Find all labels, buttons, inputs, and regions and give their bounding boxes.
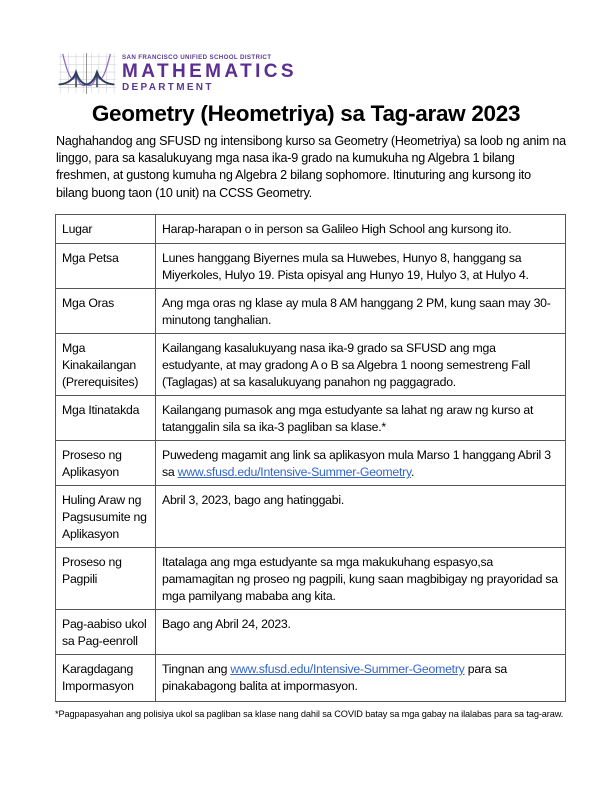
page-title: Geometry (Heometriya) sa Tag-araw 2023 — [91, 101, 521, 126]
row-value: Kailangang kasalukuyang nasa ika-9 grado sa SFUSD ang mga estudyante, at may gradong A o B sa Algebra 1 noong semestreng Fall (Taglagas) at sa kasalukuyang panahon ng paggagrado. — [156, 334, 566, 396]
row-label: Mga Kinakailangan (Prerequisites) — [56, 334, 156, 396]
sfusd-math-logo — [57, 50, 297, 96]
row-value: Harap-harapan o in person sa Galileo High School ang kursong ito. — [156, 215, 566, 244]
row-label: Proseso ng Pagpili — [56, 548, 156, 610]
row-label: Karagdagang Impormasyon — [56, 655, 156, 702]
table-row — [56, 610, 566, 655]
table-row — [56, 215, 566, 244]
table-row — [56, 441, 566, 486]
row-label: Huling Araw ng Pagsusumite ng Aplikasyon — [56, 486, 156, 548]
course-info-table — [55, 214, 566, 702]
row-value: Bago ang Abril 24, 2023. — [156, 610, 566, 655]
logo-department-text: DEPARTMENT — [122, 81, 214, 93]
row-label: Mga Itinatakda — [56, 396, 156, 441]
row-label: Lugar — [56, 215, 156, 244]
row-value: Lunes hanggang Biyernes mula sa Huwebes, Hunyo 8, hanggang sa Miyerkoles, Hulyo 19. Pista opisyal ang Hunyo 19, Hulyo 3, at Hulyo 4. — [156, 244, 566, 289]
row-value: Kailangang pumasok ang mga estudyante sa lahat ng araw ng kurso at tatanggalin sila sa ika-3 pagliban sa klase.* — [156, 396, 566, 441]
table-row — [56, 289, 566, 334]
row-label: Mga Oras — [56, 289, 156, 334]
footnote: *Pagpapasyahan ang polisiya ukol sa pagliban sa klase nang dahil sa COVID batay sa mga gabay na ilalabas para sa tag-araw. — [55, 709, 564, 719]
table-row — [56, 334, 566, 396]
table-row — [56, 548, 566, 610]
table-row — [56, 396, 566, 441]
row-label: Mga Petsa — [56, 244, 156, 289]
logo-math-text: MATHEMATICS — [122, 60, 297, 82]
table-row — [56, 244, 566, 289]
logo-district-text: SAN FRANCISCO UNIFIED SCHOOL DISTRICT — [122, 53, 272, 61]
row-value-text: . — [410, 465, 415, 479]
info-link[interactable]: www.sfusd.edu/Intensive-Summer-Geometry — [230, 662, 465, 676]
intro-paragraph: Naghahandog ang SFUSD ng intensibong kurso sa Geometry (Heometriya) sa loob ng anim na linggo, para sa kasalukuyang mga nasa ika-9 grado na kumukuha ng Algebra 1 bilang freshmen, at gustong kumuha ng Algebra 2 bilang sophomore. Itinuturing ang kursong ito bilang buong taon (10 unit) na CCSS Geometry. — [56, 134, 566, 200]
parabola-graph-icon — [57, 50, 116, 96]
row-value: Abril 3, 2023, bago ang hatinggabi. — [156, 486, 566, 548]
row-value — [156, 655, 566, 702]
application-link[interactable]: www.sfusd.edu/Intensive-Summer-Geometry — [177, 465, 411, 479]
row-label: Pag-aabiso ukol sa Pag-eenroll — [56, 610, 156, 655]
row-value: Itatalaga ang mga estudyante sa mga makukuhang espasyo,sa pamamagitan ng proseo ng pagpili, kung saan magbibigay ng prayoridad sa mga pamilyang mababa ang kita. — [156, 548, 566, 610]
row-value-text: Puwedeng magamit ang link sa aplikasyon mula Marso 1 hanggang Abril 3 sa — [162, 448, 551, 479]
table-row — [56, 486, 566, 548]
row-value-text: Tingnan ang — [162, 662, 231, 676]
row-value-text: para sa pinakabagong balita at impormasyon. — [162, 662, 508, 693]
row-label: Proseso ng Aplikasyon — [56, 441, 156, 486]
row-value — [156, 441, 566, 486]
table-row — [56, 655, 566, 702]
row-value: Ang mga oras ng klase ay mula 8 AM hanggang 2 PM, kung saan may 30-minutong tanghalian. — [156, 289, 566, 334]
